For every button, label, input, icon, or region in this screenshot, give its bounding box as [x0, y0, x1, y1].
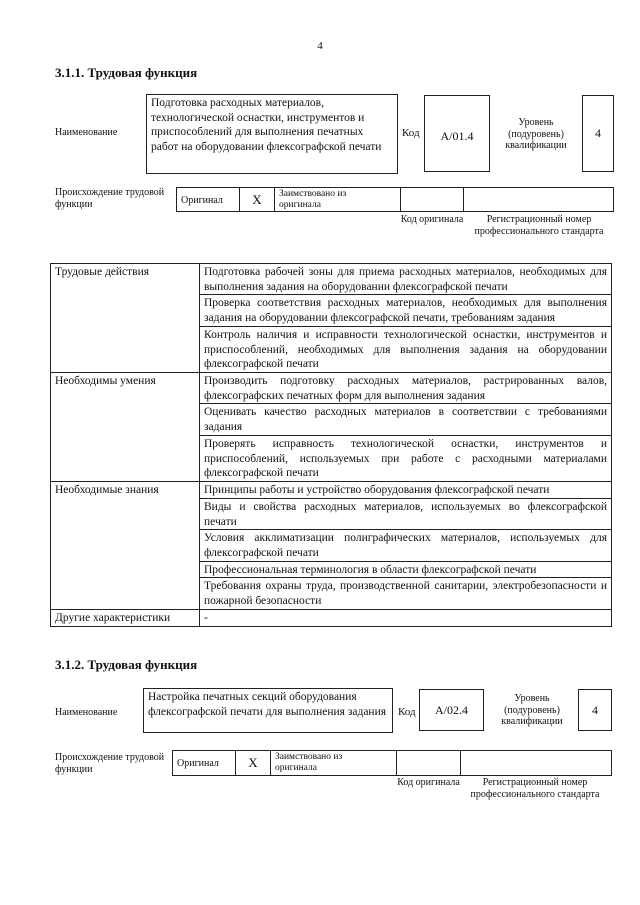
table-row — [51, 264, 612, 295]
borrowed-label-2: Заимствовано из оригинала — [275, 752, 343, 773]
reg-number-caption-2: Регистрационный номер профессионального стандарта — [470, 777, 600, 800]
function-name-box-2: Настройка печатных секций оборудования флексографской печати для выполнения задания — [143, 688, 393, 733]
borrowed-label-1: Заимствовано из оригинала — [279, 189, 347, 210]
name-label-2: Наименование — [55, 707, 118, 718]
skill-3: Проверять исправность технологической оснастки, инструментов и приспособлений, используемых при работе с расходными материалами флексографской печати — [200, 435, 612, 481]
code-value-box-2 — [419, 689, 484, 731]
original-mark-cell-1 — [239, 187, 275, 212]
original-mark-cell-2 — [235, 750, 271, 776]
borrowed-cell-1 — [274, 187, 401, 212]
original-label-2: Оригинал — [177, 758, 219, 769]
code-original-caption-2: Код оригинала — [397, 777, 460, 788]
reg-number-cell-2 — [460, 750, 612, 776]
level-value-box-1 — [582, 95, 614, 172]
level-value-box-2 — [578, 689, 612, 731]
code-label-1: Код — [402, 127, 420, 139]
skills-label: Необходимы умения — [51, 373, 200, 482]
original-label-1: Оригинал — [181, 195, 223, 206]
other-characteristics-label: Другие характеристики — [51, 609, 200, 626]
labor-action-1: Подготовка рабочей зоны для приема расходных материалов, необходимых для выполнения задания на оборудовании флексографской печати — [200, 264, 612, 295]
level-value-1: 4 — [595, 126, 601, 140]
skill-1: Производить подготовку расходных материалов, растрированных валов, флексографских печатных форм для выполнения задания — [200, 373, 612, 404]
labor-action-2: Проверка соответствия расходных материалов, необходимых для выполнения задания на оборудовании флексографской печати, требованиям задания — [200, 295, 612, 326]
original-cell-2 — [172, 750, 236, 776]
page-number: 4 — [317, 40, 323, 52]
name-label-1: Наименование — [55, 127, 118, 138]
code-value-1: А/01.4 — [440, 129, 474, 143]
origin-label-2: Происхождение трудовой функции — [55, 752, 165, 775]
knowledge-2: Виды и свойства расходных материалов, используемых во флексографской печати — [200, 498, 612, 529]
table-row — [51, 609, 612, 626]
original-mark-2: X — [248, 755, 258, 770]
borrowed-cell-2 — [270, 750, 397, 776]
labor-action-3: Контроль наличия и исправности технологической оснастки, инструментов и приспособлений, необходимых для выполнения задания на оборудовании флексографской печати — [200, 326, 612, 372]
knowledge-4: Профессиональная терминология в области флексографской печати — [200, 561, 612, 578]
knowledge-3: Условия акклиматизации полиграфических материалов, используемых для флексографской печати — [200, 530, 612, 561]
code-label-2: Код — [398, 706, 416, 718]
reg-number-caption-1: Регистрационный номер профессионального стандарта — [474, 214, 604, 237]
level-label-1: Уровень (подуровень) квалификации — [505, 117, 567, 151]
origin-label-1: Происхождение трудовой функции — [55, 187, 165, 210]
labor-actions-label: Трудовые действия — [51, 264, 200, 373]
table-row — [51, 482, 612, 499]
knowledge-1: Принципы работы и устройство оборудования флексографской печати — [200, 482, 612, 499]
level-value-2: 4 — [592, 702, 598, 717]
code-value-2: А/02.4 — [435, 702, 468, 717]
labor-function-table — [50, 263, 612, 627]
skill-2: Оценивать качество расходных материалов в соответствии с требованиями задания — [200, 404, 612, 435]
original-cell-1 — [176, 187, 240, 212]
code-original-caption-1: Код оригинала — [400, 214, 464, 225]
original-mark-1: X — [252, 191, 262, 207]
code-original-cell-2 — [396, 750, 461, 776]
code-original-cell-1 — [400, 187, 464, 212]
table-row — [51, 373, 612, 404]
section-heading-2: 3.1.2. Трудовая функция — [55, 657, 198, 672]
function-name-box-1: Подготовка расходных материалов, технологической оснастки, инструментов и приспособлений для выполнения печатных работ на оборудовании флексографской печати — [146, 94, 398, 174]
code-value-box-1 — [424, 95, 490, 172]
other-characteristics-value: - — [200, 609, 612, 626]
section-heading-1: 3.1.1. Трудовая функция — [55, 65, 198, 80]
knowledge-label: Необходимые знания — [51, 482, 200, 610]
reg-number-cell-1 — [463, 187, 614, 212]
knowledge-5: Требования охраны труда, производственной санитарии, электробезопасности и пожарной безопасности — [200, 578, 612, 609]
level-label-2: Уровень (подуровень) квалификации — [501, 693, 563, 727]
